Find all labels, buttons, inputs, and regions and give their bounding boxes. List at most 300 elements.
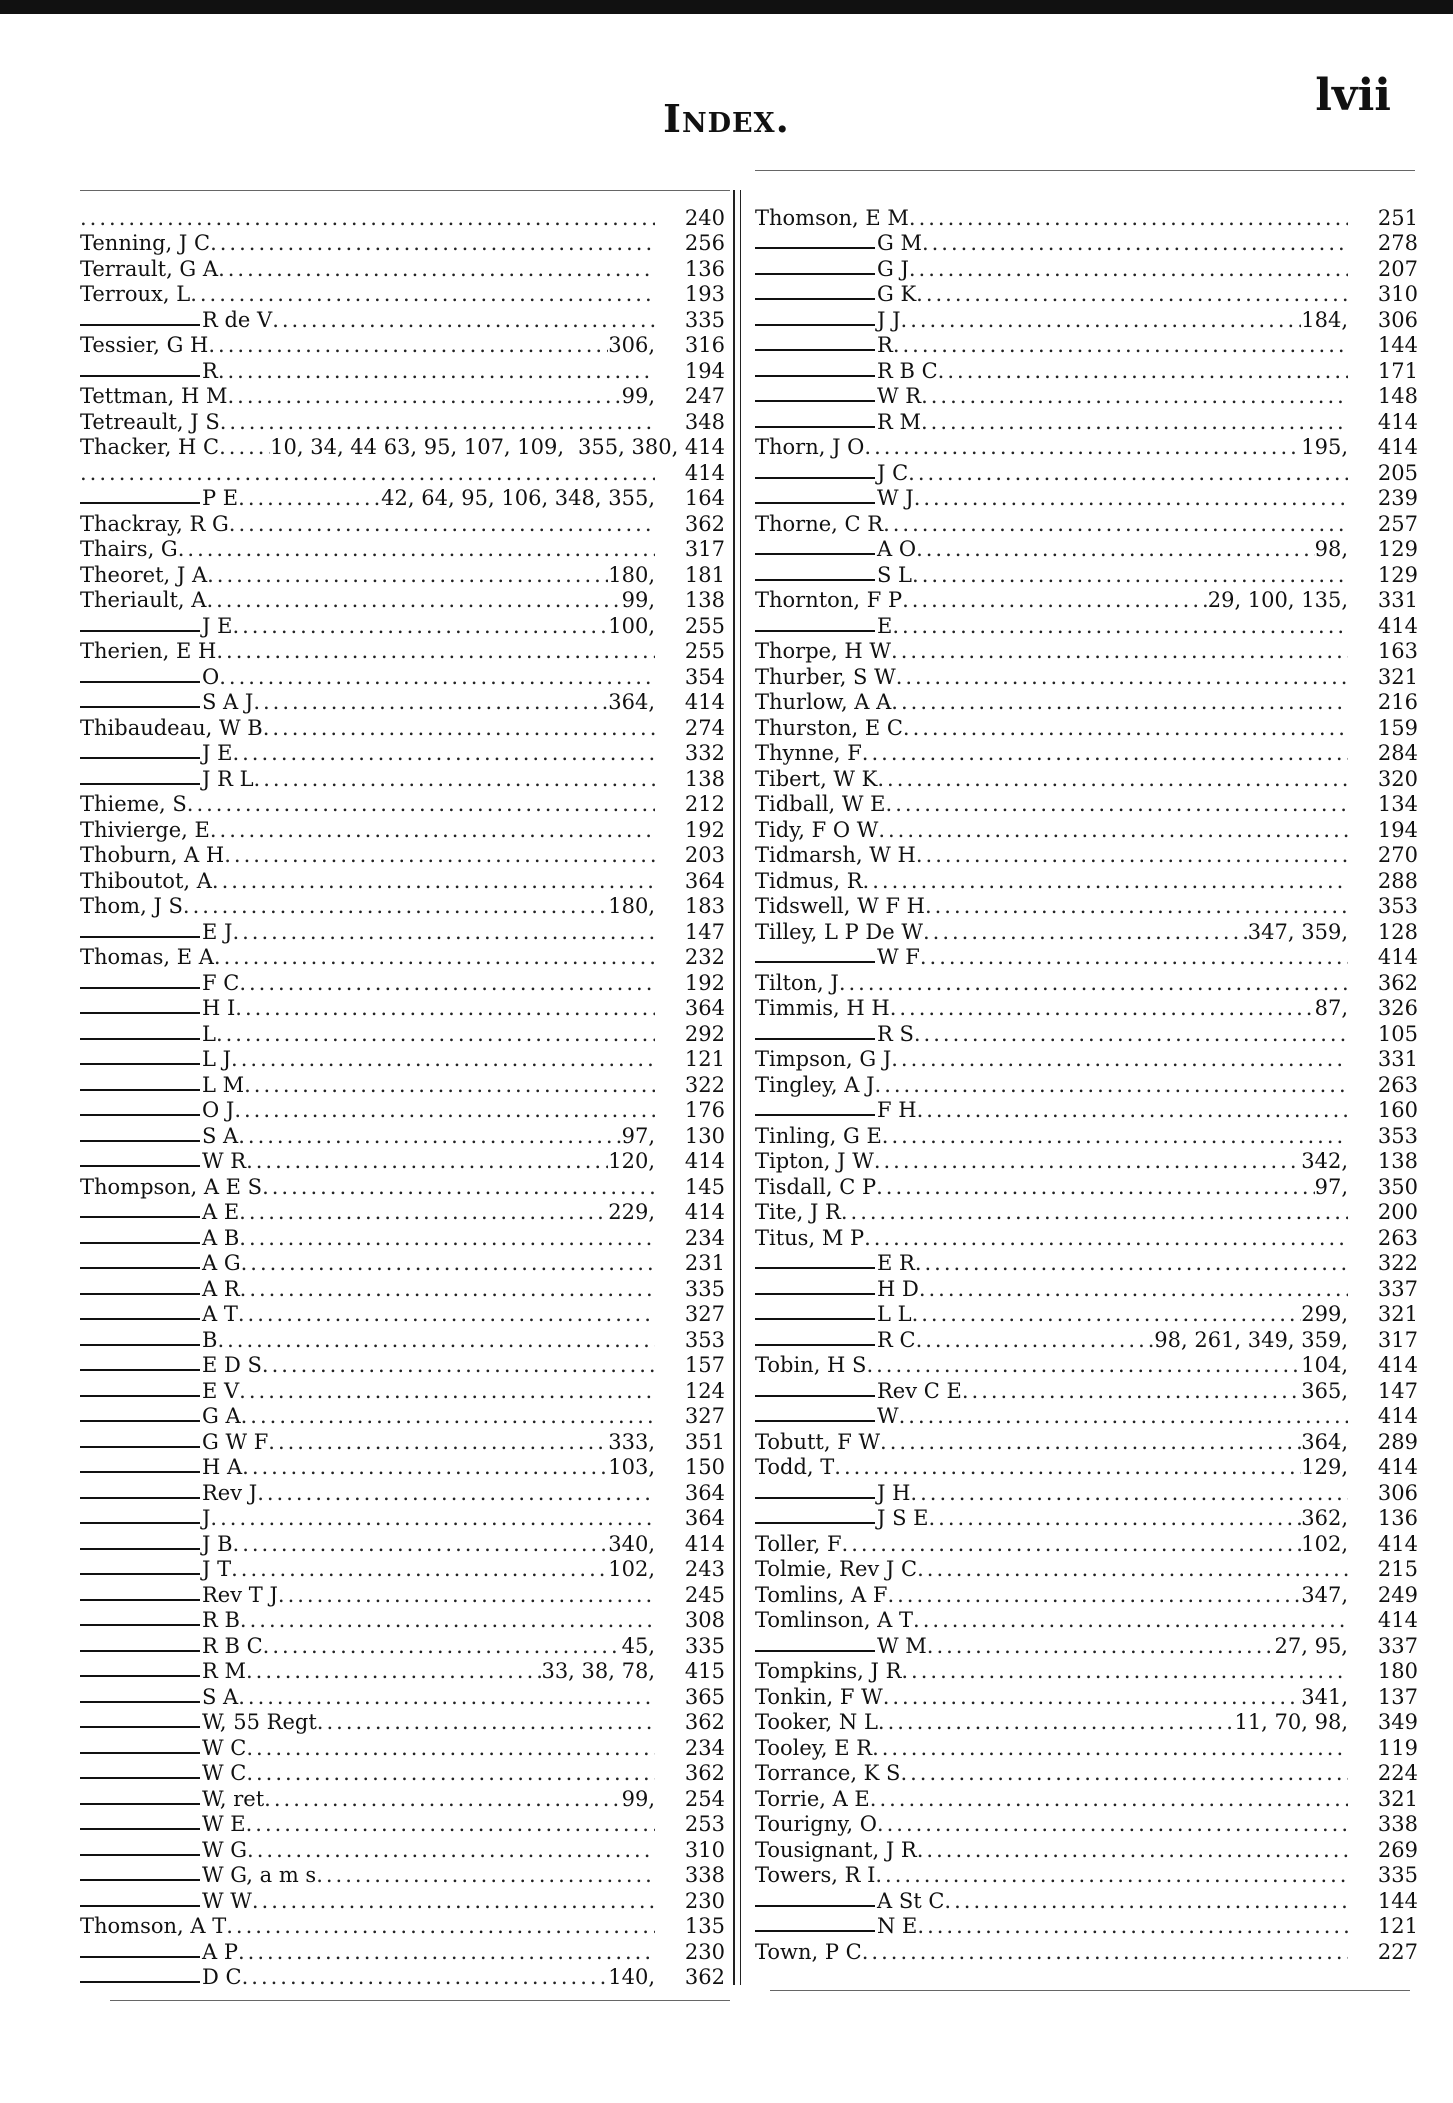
ditto-dash xyxy=(755,349,875,351)
entry-name: S L xyxy=(877,562,913,587)
index-entry xyxy=(80,1505,725,1531)
entry-page: 338 xyxy=(1377,1812,1418,1836)
leader-dots xyxy=(231,1557,608,1581)
entry-name: Thieme, S xyxy=(80,792,187,816)
index-entry xyxy=(80,230,725,256)
entry-name: Tousignant, J R xyxy=(755,1837,917,1862)
leader-dots xyxy=(239,971,655,995)
entry-pages-extra: 99, xyxy=(621,588,655,612)
entry-page: 194 xyxy=(684,358,725,383)
index-entry xyxy=(755,1454,1418,1480)
index-entry xyxy=(80,689,725,715)
leader-dots xyxy=(909,206,1348,230)
leader-dots xyxy=(890,996,1315,1020)
ditto-dash xyxy=(80,1012,200,1014)
index-entry xyxy=(755,281,1418,307)
leader-dots xyxy=(901,1659,1348,1683)
entry-page: 200 xyxy=(1377,1200,1418,1224)
entry-name: Thom, J S xyxy=(80,894,183,918)
leader-dots xyxy=(218,257,655,281)
index-entry xyxy=(80,383,725,409)
entry-page: 274 xyxy=(684,715,725,740)
ditto-dash xyxy=(80,1063,200,1065)
leader-dots xyxy=(917,1914,1348,1938)
entry-page: 355, 380, 414 xyxy=(578,435,725,459)
leader-dots xyxy=(863,869,1348,893)
index-entry xyxy=(755,1479,1418,1505)
entry-page: 231 xyxy=(684,1251,725,1275)
entry-page: 353 xyxy=(1377,1123,1418,1148)
index-entry xyxy=(80,1428,725,1454)
index-entry xyxy=(80,867,725,893)
entry-name: W E xyxy=(202,1812,246,1836)
ditto-dash xyxy=(80,1267,200,1269)
index-entry xyxy=(755,816,1418,842)
entry-page: 207 xyxy=(1377,256,1418,281)
leader-dots xyxy=(962,1379,1301,1403)
entry-name: W G xyxy=(202,1837,248,1862)
index-entry xyxy=(755,1887,1418,1913)
entry-page: 227 xyxy=(1377,1939,1418,1964)
entry-pages-extra: 11, 70, 98, xyxy=(1234,1710,1348,1734)
entry-page: 159 xyxy=(1377,715,1418,740)
leader-dots xyxy=(244,1073,655,1097)
entry-pages-extra: 102, xyxy=(608,1557,655,1581)
entry-name: Tompkins, J R xyxy=(755,1659,902,1683)
index-entry xyxy=(80,1377,725,1403)
index-entry xyxy=(80,1020,725,1046)
leader-dots xyxy=(238,1302,655,1326)
index-entry xyxy=(755,893,1418,919)
index-entry xyxy=(80,1709,725,1735)
leader-dots xyxy=(239,1200,608,1224)
entry-pages-extra: 10, 34, 44 63, 95, 107, 109, xyxy=(270,435,565,459)
entry-pages-extra: 104, xyxy=(1301,1353,1348,1377)
index-entry xyxy=(80,1938,725,1964)
entry-pages-extra: 364, xyxy=(608,690,655,714)
entry-name: Thacker, H C xyxy=(80,435,220,459)
entry-page: 364 xyxy=(684,1480,725,1505)
entry-page: 144 xyxy=(1377,333,1418,357)
ditto-dash xyxy=(80,1395,200,1397)
entry-name: Thurlow, A A xyxy=(755,690,892,714)
entry-name: Tidswell, W F H xyxy=(755,894,925,918)
leader-dots xyxy=(914,486,1348,510)
entry-pages-extra: 87, xyxy=(1314,996,1348,1020)
entry-name: W C xyxy=(202,1735,247,1760)
entry-name: Tenning, J C xyxy=(80,231,211,255)
index-entry xyxy=(80,1658,725,1684)
entry-name: Todd, T xyxy=(755,1455,835,1479)
entry-page: 362 xyxy=(684,1710,725,1734)
leader-dots xyxy=(238,1685,655,1709)
entry-page: 129 xyxy=(1377,562,1418,587)
index-entry xyxy=(80,281,725,307)
entry-page: 350 xyxy=(1377,1174,1418,1199)
entry-page: 326 xyxy=(1377,996,1418,1020)
entry-name: Tomlinson, A T xyxy=(755,1608,914,1632)
leader-dots xyxy=(910,1481,1348,1505)
entry-name: Thiboutot, A xyxy=(80,868,212,893)
leader-dots xyxy=(872,1736,1348,1760)
entry-page: 183 xyxy=(684,894,725,918)
entry-page: 327 xyxy=(684,1302,725,1326)
leader-dots xyxy=(866,1353,1301,1377)
index-entry xyxy=(755,306,1418,332)
ditto-dash xyxy=(80,1089,200,1091)
leader-dots xyxy=(80,206,655,230)
leader-dots xyxy=(240,1608,655,1632)
index-entry xyxy=(755,1505,1418,1531)
entry-name: W J xyxy=(877,486,914,510)
entry-pages-extra: 33, 38, 78, xyxy=(541,1659,655,1683)
entry-page: 351 xyxy=(684,1429,725,1454)
entry-page: 230 xyxy=(684,1888,725,1913)
entry-page: 224 xyxy=(1377,1761,1418,1785)
entry-pages-extra: 100, xyxy=(608,613,655,638)
entry-name: Timpson, G J xyxy=(755,1047,892,1071)
index-entry xyxy=(80,459,725,485)
entry-name: Thomas, E A xyxy=(80,945,214,969)
entry-pages-extra: 365, xyxy=(1301,1378,1348,1403)
entry-page: 150 xyxy=(684,1455,725,1479)
entry-name: A St C xyxy=(877,1888,945,1913)
entry-name: L M xyxy=(202,1072,245,1097)
leader-dots xyxy=(891,1047,1348,1071)
entry-name: E J xyxy=(202,919,233,944)
entry-name: W W xyxy=(202,1888,252,1913)
index-entry xyxy=(80,1581,725,1607)
entry-name: Tingley, A J xyxy=(755,1072,875,1097)
leader-dots xyxy=(864,435,1301,459)
entry-name: R B C xyxy=(202,1633,263,1658)
leader-dots xyxy=(208,333,608,357)
index-entry xyxy=(80,561,725,587)
index-entry xyxy=(80,1862,725,1888)
leader-dots xyxy=(220,410,655,434)
entry-page: 349 xyxy=(1377,1710,1418,1734)
entry-name: L L xyxy=(877,1302,912,1326)
entry-page: 216 xyxy=(1377,690,1418,714)
entry-page: 137 xyxy=(1377,1684,1418,1709)
entry-name: Thorn, J O xyxy=(755,435,865,459)
index-entry xyxy=(755,740,1418,766)
leader-dots xyxy=(896,665,1348,689)
entry-page: 278 xyxy=(1377,231,1418,255)
index-entry xyxy=(755,689,1418,715)
ditto-dash xyxy=(80,1599,200,1601)
entry-page: 364 xyxy=(684,1506,725,1530)
entry-page: 232 xyxy=(684,945,725,969)
index-entry xyxy=(80,612,725,638)
ditto-dash xyxy=(755,502,875,504)
entry-page: 365 xyxy=(684,1684,725,1709)
ditto-dash xyxy=(80,502,200,504)
entry-name: G M xyxy=(877,231,922,255)
index-entry xyxy=(755,765,1418,791)
leader-dots xyxy=(316,1863,655,1887)
entry-name: P E xyxy=(202,486,239,510)
entry-page: 414 xyxy=(684,1149,725,1173)
page-title: Index. xyxy=(663,96,790,141)
index-entry xyxy=(80,893,725,919)
ditto-dash xyxy=(80,757,200,759)
ditto-dash xyxy=(80,936,200,938)
index-entry xyxy=(80,791,725,817)
index-entry xyxy=(80,408,725,434)
leader-dots xyxy=(913,1608,1348,1632)
index-entry xyxy=(755,1097,1418,1123)
entry-pages-extra: 29, 100, 135, xyxy=(1207,588,1348,612)
leader-dots xyxy=(862,1940,1348,1964)
entry-page: 316 xyxy=(684,333,725,357)
entry-page: 414 xyxy=(684,460,725,485)
index-entry xyxy=(80,1097,725,1123)
entry-page: 135 xyxy=(684,1914,725,1938)
entry-name: Tidmarsh, W H xyxy=(755,843,916,867)
entry-name: W, 55 Regt xyxy=(202,1710,317,1734)
ditto-dash xyxy=(80,1114,200,1116)
entry-name: A O xyxy=(877,537,917,561)
leader-dots xyxy=(226,1914,655,1938)
entry-page: 321 xyxy=(1377,664,1418,689)
ditto-dash xyxy=(755,247,875,249)
entry-page: 331 xyxy=(1377,588,1418,612)
entry-page: 255 xyxy=(684,613,725,638)
leader-dots xyxy=(262,1175,655,1199)
leader-dots xyxy=(870,1787,1348,1811)
entry-page: 251 xyxy=(1377,205,1418,230)
index-entry xyxy=(80,1122,725,1148)
index-entry xyxy=(755,1938,1418,1964)
entry-pages-extra: 362, xyxy=(1301,1506,1348,1530)
entry-page: 317 xyxy=(684,537,725,561)
leader-dots xyxy=(246,1659,541,1683)
entry-name: Thairs, G xyxy=(80,537,178,561)
entry-name: Town, P C xyxy=(755,1939,862,1964)
entry-pages-extra: 27, 95, xyxy=(1274,1633,1348,1658)
entry-page: 136 xyxy=(684,256,725,281)
ditto-dash xyxy=(80,681,200,683)
leader-dots xyxy=(921,410,1348,434)
entry-name: A B xyxy=(202,1225,240,1250)
leader-dots xyxy=(257,1481,655,1505)
entry-name: G K xyxy=(877,282,917,306)
ditto-dash xyxy=(755,1267,875,1269)
index-entry xyxy=(80,663,725,689)
leader-dots xyxy=(278,1583,655,1607)
index-entry xyxy=(80,1632,725,1658)
entry-page: 362 xyxy=(684,1965,725,1989)
ditto-dash xyxy=(80,706,200,708)
entry-page: 322 xyxy=(684,1072,725,1097)
index-entry xyxy=(80,332,725,358)
index-entry xyxy=(80,1530,725,1556)
entry-page: 414 xyxy=(1377,1404,1418,1428)
page-number: lvii xyxy=(1315,70,1391,121)
leader-dots xyxy=(272,308,655,332)
entry-name: E xyxy=(877,613,893,638)
leader-dots xyxy=(877,767,1348,791)
leader-dots xyxy=(927,1634,1275,1658)
index-entry xyxy=(755,332,1418,358)
index-entry xyxy=(80,1607,725,1633)
index-entry xyxy=(755,663,1418,689)
ditto-dash xyxy=(80,1675,200,1677)
entry-page: 239 xyxy=(1377,486,1418,510)
leader-dots xyxy=(900,1761,1348,1785)
index-entry xyxy=(80,714,725,740)
entry-name: Tolmie, Rev J C xyxy=(755,1557,918,1581)
entry-name: A P xyxy=(202,1939,238,1964)
entry-name: W xyxy=(877,1404,899,1428)
ditto-dash xyxy=(80,1803,200,1805)
index-entry xyxy=(755,1709,1418,1735)
entry-page: 288 xyxy=(1377,868,1418,893)
leader-dots xyxy=(178,537,655,561)
entry-name: R de V xyxy=(202,307,273,332)
index-entry xyxy=(755,1020,1418,1046)
entry-name: J R L xyxy=(202,766,254,791)
entry-page: 414 xyxy=(1377,613,1418,638)
leader-dots xyxy=(876,1175,1314,1199)
leader-dots xyxy=(232,920,655,944)
entry-page: 414 xyxy=(684,1531,725,1556)
leader-dots xyxy=(210,1506,655,1530)
entry-page: 348 xyxy=(684,409,725,434)
index-entry xyxy=(755,1658,1418,1684)
entry-name: E D S xyxy=(202,1353,262,1377)
leader-dots xyxy=(922,231,1348,255)
ditto-dash xyxy=(80,783,200,785)
index-entry xyxy=(755,612,1418,638)
leader-dots xyxy=(901,308,1302,332)
index-entry xyxy=(755,1811,1418,1837)
entry-page: 128 xyxy=(1377,919,1418,944)
ditto-dash xyxy=(80,1548,200,1550)
leader-dots xyxy=(916,843,1348,867)
leader-dots xyxy=(916,282,1348,306)
leader-dots xyxy=(914,1022,1348,1046)
entry-page: 310 xyxy=(684,1837,725,1862)
entry-name: Tibert, W K xyxy=(755,766,878,791)
leader-dots xyxy=(238,1124,621,1148)
entry-name: Tonkin, F W xyxy=(755,1684,883,1709)
leader-dots xyxy=(264,1787,621,1811)
leader-dots xyxy=(187,792,655,816)
entry-page: 138 xyxy=(1377,1149,1418,1173)
ditto-dash xyxy=(80,1293,200,1295)
entry-name: Thackray, R G xyxy=(80,511,229,536)
entry-name: W, ret xyxy=(202,1786,265,1811)
leader-dots xyxy=(216,1022,655,1046)
entry-page: 157 xyxy=(684,1353,725,1377)
entry-page: 414 xyxy=(1377,1608,1418,1632)
entry-page: 163 xyxy=(1377,639,1418,663)
ditto-dash xyxy=(755,1293,875,1295)
top-rule-right xyxy=(755,170,1415,171)
entry-page: 414 xyxy=(1377,1353,1418,1377)
leader-dots xyxy=(224,843,655,867)
ditto-dash xyxy=(755,579,875,581)
entry-page: 194 xyxy=(1377,817,1418,842)
entry-name: Rev C E xyxy=(877,1378,962,1403)
entry-name: E R xyxy=(877,1251,915,1275)
entry-name: W M xyxy=(877,1633,927,1658)
index-entry xyxy=(80,995,725,1021)
entry-page: 414 xyxy=(1377,945,1418,969)
entry-pages-extra: 184, xyxy=(1301,307,1348,332)
leader-dots xyxy=(908,461,1348,485)
entry-name: Timmis, H H xyxy=(755,996,890,1020)
leader-dots xyxy=(254,767,655,791)
index-entry xyxy=(80,255,725,281)
entry-page: 414 xyxy=(1377,1531,1418,1556)
entry-name: Theoret, J A xyxy=(80,562,208,587)
entry-name: Thorne, C R xyxy=(755,511,884,536)
ditto-dash xyxy=(755,1650,875,1652)
entry-page: 257 xyxy=(1377,511,1418,536)
entry-page: 144 xyxy=(1377,1888,1418,1913)
index-entry xyxy=(755,1428,1418,1454)
ditto-dash xyxy=(80,1242,200,1244)
index-column-right xyxy=(755,204,1418,1964)
leader-dots xyxy=(874,1149,1301,1173)
index-entry xyxy=(755,1301,1418,1327)
entry-name: A T xyxy=(202,1302,238,1326)
entry-name: H I xyxy=(202,996,236,1020)
entry-name: Tilley, L P De W xyxy=(755,919,923,944)
entry-page: 414 xyxy=(1377,1455,1418,1479)
entry-page: 243 xyxy=(684,1557,725,1581)
entry-page: 331 xyxy=(1377,1047,1418,1071)
entry-page: 245 xyxy=(684,1582,725,1607)
entry-page: 263 xyxy=(1377,1072,1418,1097)
ditto-dash xyxy=(80,1573,200,1575)
index-entry xyxy=(80,1556,725,1582)
ditto-dash xyxy=(80,1624,200,1626)
entry-pages-extra: 342, xyxy=(1301,1149,1348,1173)
leader-dots xyxy=(262,1353,655,1377)
leader-dots xyxy=(227,384,621,408)
entry-page: 415 xyxy=(684,1659,725,1683)
leader-dots xyxy=(923,920,1248,944)
entry-page: 414 xyxy=(1377,435,1418,459)
entry-page: 256 xyxy=(684,231,725,255)
index-entry xyxy=(80,1148,725,1174)
entry-page: 147 xyxy=(1377,1378,1418,1403)
entry-page: 247 xyxy=(684,384,725,408)
entry-name: W G, a m s xyxy=(202,1863,317,1887)
entry-page: 292 xyxy=(684,1021,725,1046)
leader-dots xyxy=(880,1430,1301,1454)
entry-pages-extra: 99, xyxy=(621,1786,655,1811)
entry-name: H D xyxy=(877,1276,919,1301)
index-entry xyxy=(755,1836,1418,1862)
leader-dots xyxy=(241,1404,655,1428)
leader-dots xyxy=(240,1277,655,1301)
index-entry xyxy=(80,1275,725,1301)
entry-page: 414 xyxy=(1377,409,1418,434)
leader-dots xyxy=(878,818,1348,842)
leader-dots xyxy=(212,869,655,893)
entry-page: 310 xyxy=(1377,282,1418,306)
entry-page: 364 xyxy=(684,996,725,1020)
leader-dots xyxy=(893,333,1348,357)
entry-page: 289 xyxy=(1377,1429,1418,1454)
top-rule-left xyxy=(80,190,730,191)
entry-name: W R xyxy=(877,384,922,408)
